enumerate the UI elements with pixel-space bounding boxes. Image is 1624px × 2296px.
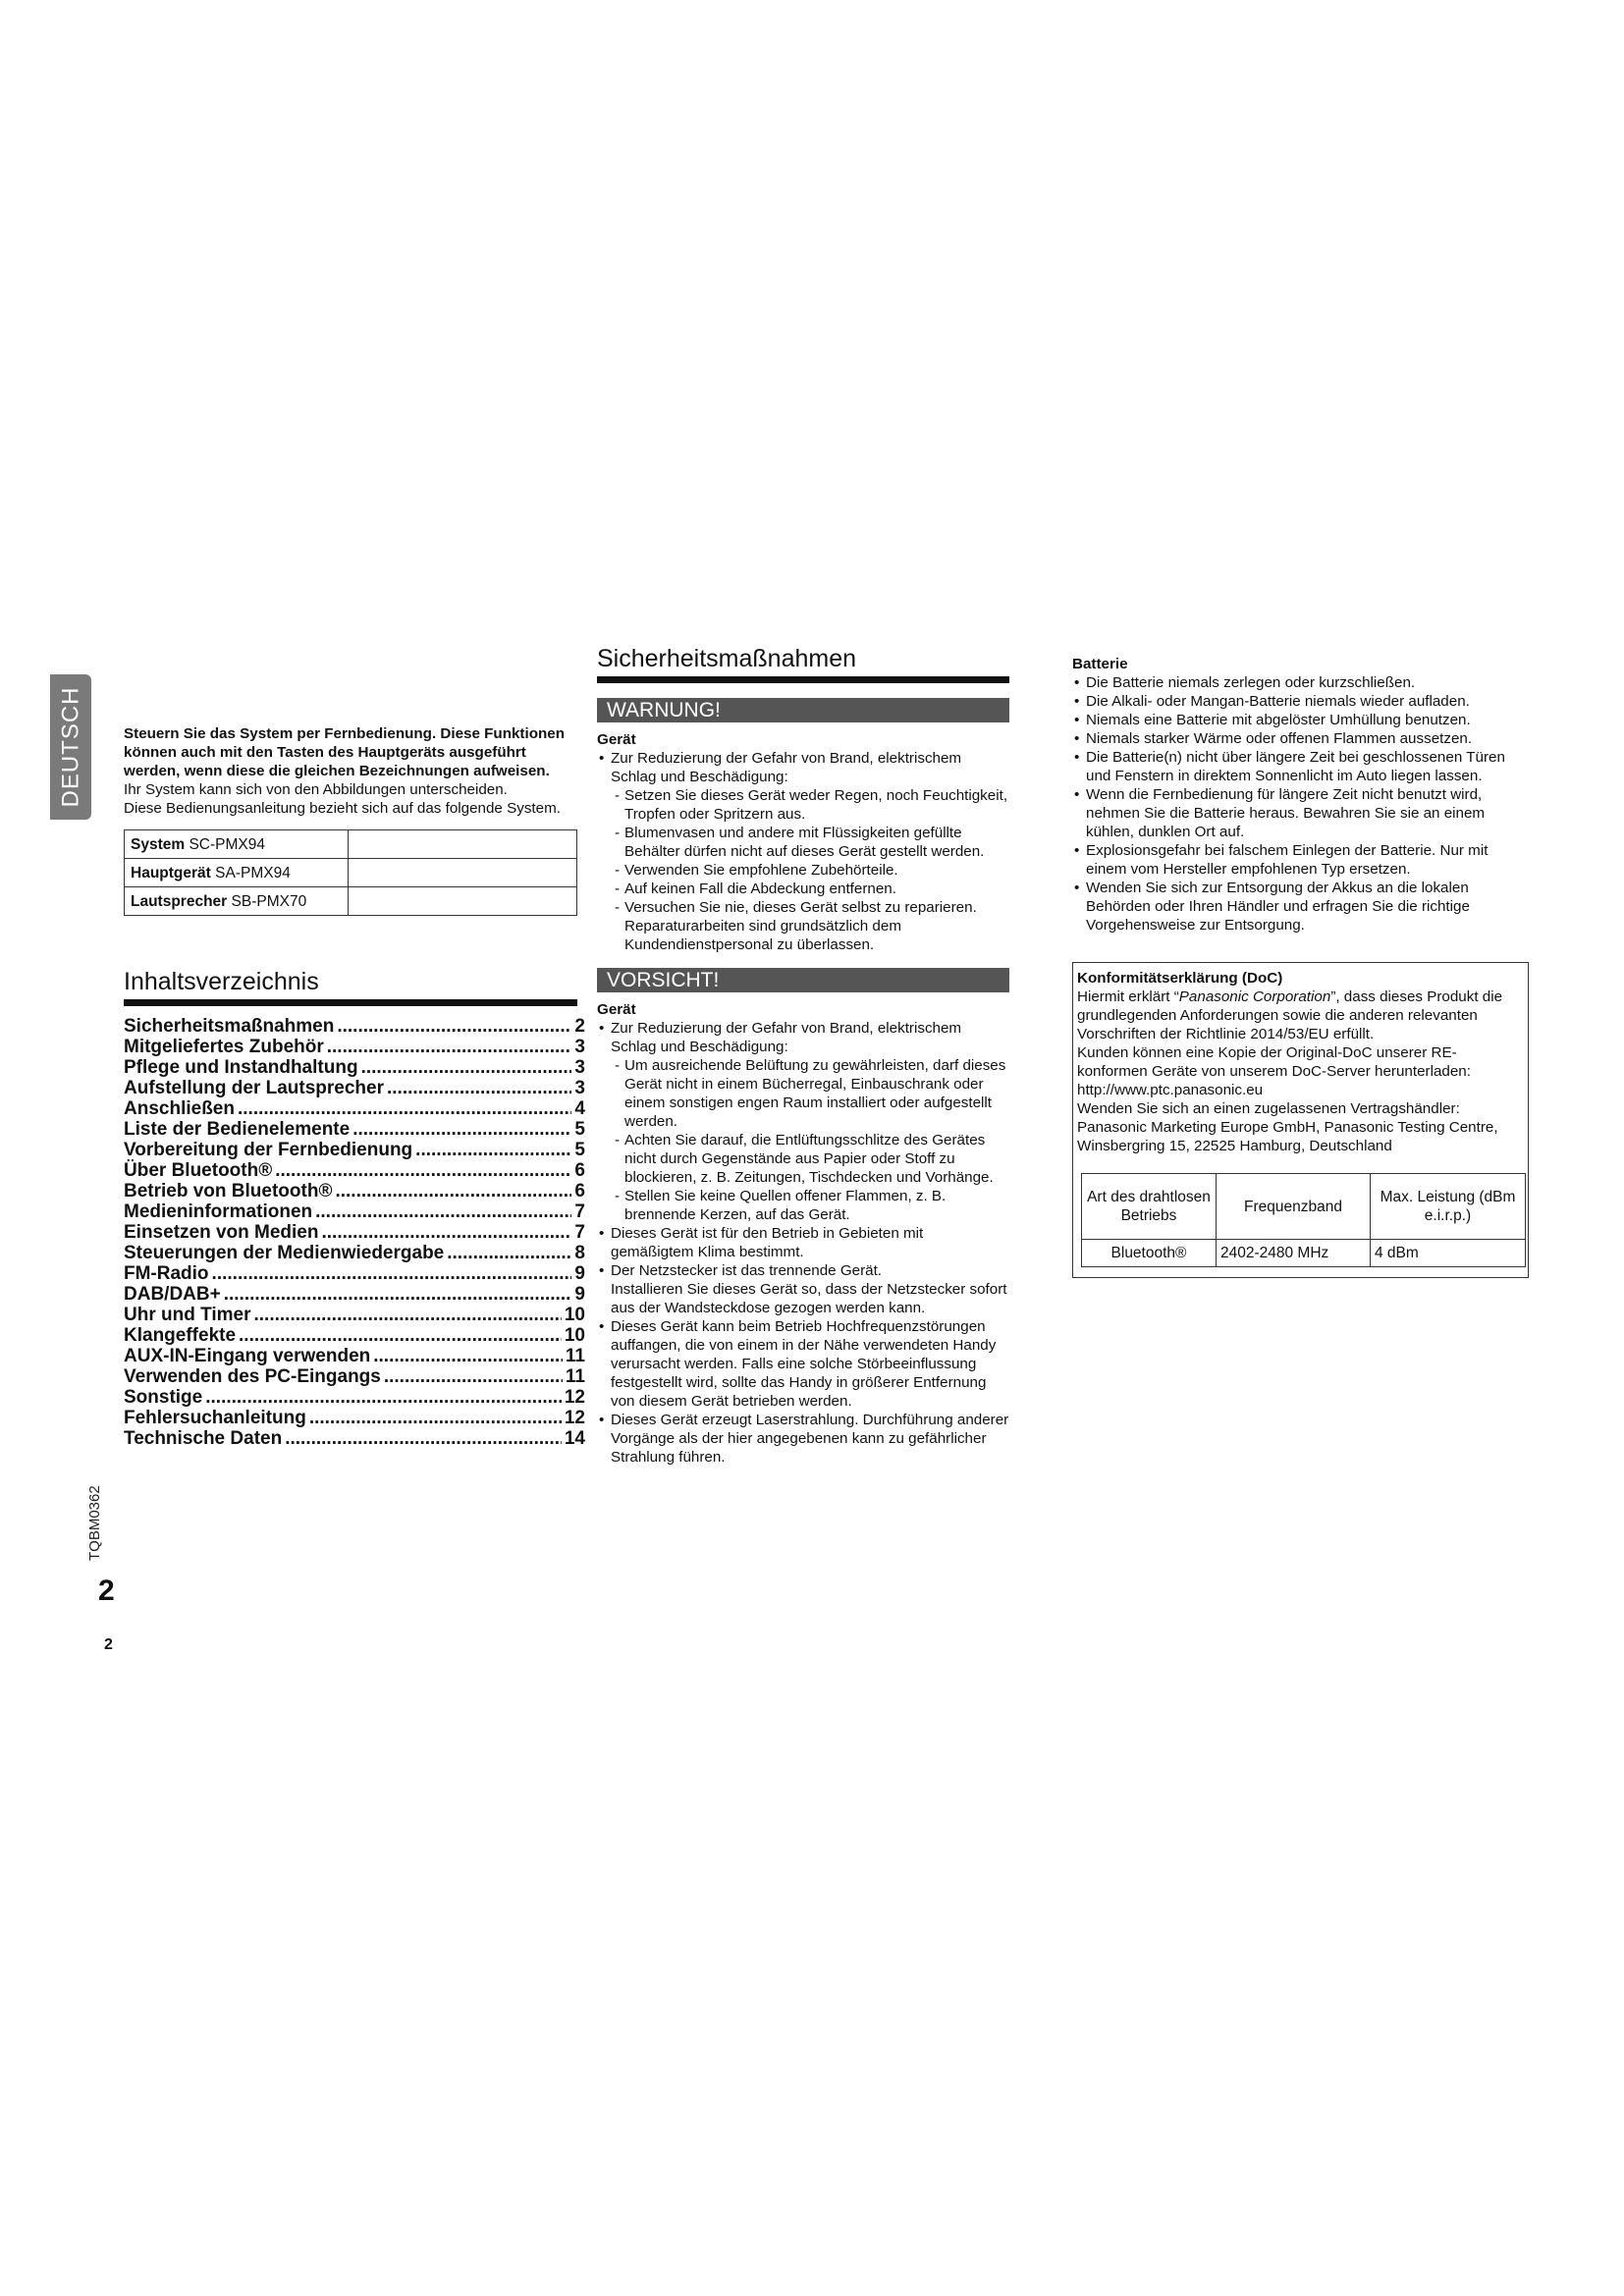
toc-item [124, 1222, 585, 1243]
toc-item-page: 14 [564, 1428, 585, 1449]
toc-item-label: Einsetzen von Medien [124, 1222, 319, 1243]
declaration-text-1: Hiermit erklärt “Panasonic Corporation”, dass dieses Produkt die grundlegenden Anforderungen sowie die anderen relevanten Vorschriften der Richtlinie 2014/53/EU erfüllt. [1077, 988, 1503, 1042]
list-item: - Auf keinen Fall die Abdeckung entfernen. [597, 880, 1009, 898]
system-cell: Lautsprecher SB-PMX70 [125, 887, 349, 916]
toc-item-label: Sonstige [124, 1387, 203, 1408]
toc-leader-dots [387, 1078, 571, 1098]
toc-item-label: Anschließen [124, 1098, 235, 1119]
system-row [125, 830, 577, 859]
list-item: • Die Batterie(n) nicht über längere Zeit bei geschlossenen Türen und Fenstern in direktem Sonnenlicht im Auto liegen lassen. [1072, 748, 1529, 785]
toc-item-label: Sicherheitsmaßnahmen [124, 1016, 335, 1037]
list-item: • Der Netzstecker ist das trennende Gerät. Installieren Sie dieses Gerät so, dass der Netzstecker sofort aus der Wandsteckdose gezogen werden kann. [597, 1261, 1009, 1317]
toc-leader-dots [309, 1408, 562, 1428]
toc-item [124, 1078, 585, 1098]
toc-item [124, 1016, 585, 1037]
toc-item [124, 1387, 585, 1408]
intro-bold-text: Steuern Sie das System per Fernbedienung. Diese Funktionen können auch mit den Tasten des Hauptgeräts ausgeführt werden, wenn diese die gleichen Bezeichnungen aufweisen. [124, 725, 565, 779]
list-item: • Niemals eine Batterie mit abgelöster Umhüllung benutzen. [1072, 711, 1529, 729]
middle-column [597, 645, 1009, 1467]
table-header-row [1082, 1174, 1526, 1240]
caution-banner: VORSICHT! [597, 968, 1009, 992]
toc-leader-dots [315, 1201, 571, 1222]
toc-item-page: 2 [574, 1016, 585, 1037]
toc-item-label: Pflege und Instandhaltung [124, 1057, 358, 1078]
empty-cell [349, 859, 577, 887]
header-cell: Art des drahtlosen Betriebs [1082, 1174, 1217, 1240]
toc-item-page: 7 [574, 1222, 585, 1243]
table-cell: 2402-2480 MHz [1217, 1240, 1371, 1267]
toc-item-label: Mitgeliefertes Zubehör [124, 1037, 324, 1057]
toc-leader-dots [275, 1160, 571, 1181]
left-column [124, 724, 585, 1449]
toc-item-label: Steuerungen der Medienwiedergabe [124, 1243, 445, 1263]
toc-item-label: Aufstellung der Lautsprecher [124, 1078, 384, 1098]
toc-item-page: 11 [565, 1366, 585, 1387]
toc-item-page: 5 [574, 1119, 585, 1140]
toc-leader-dots [254, 1305, 562, 1325]
toc-leader-dots [361, 1057, 572, 1078]
declaration-text-3: Wenden Sie sich an einen zugelassenen Vertragshändler: Panasonic Marketing Europe GmbH, Panasonic Testing Centre, Winsbergring 15, 22525 Hamburg, Deutschland [1077, 1100, 1498, 1154]
list-item: • Die Alkali- oder Mangan-Batterie niemals wieder aufladen. [1072, 692, 1529, 711]
declaration-title: Konformitätserklärung (DoC) [1077, 970, 1283, 987]
toc-leader-dots [337, 1016, 571, 1037]
list-item: - Stellen Sie keine Quellen offener Flammen, z. B. brennende Kerzen, auf das Gerät. [597, 1187, 1009, 1224]
declaration-box [1072, 962, 1529, 1278]
toc-item-page: 11 [565, 1346, 585, 1366]
toc-item [124, 1098, 585, 1119]
toc-item-label: DAB/DAB+ [124, 1284, 221, 1305]
intro-line-1: Ihr System kann sich von den Abbildungen unterscheiden. [124, 781, 508, 798]
table-of-contents [124, 1016, 585, 1449]
caution-subtitle: Gerät [597, 1001, 636, 1018]
warning-subtitle: Gerät [597, 731, 636, 748]
list-item: - Verwenden Sie empfohlene Zubehörteile. [597, 861, 1009, 880]
toc-leader-dots [447, 1243, 571, 1263]
toc-item-label: Klangeffekte [124, 1325, 237, 1346]
toc-item [124, 1408, 585, 1428]
toc-item-label: FM-Radio [124, 1263, 209, 1284]
toc-leader-dots [285, 1428, 562, 1449]
company-name: Panasonic Corporation [1178, 988, 1331, 1005]
toc-item-page: 8 [574, 1243, 585, 1263]
toc-item [124, 1057, 585, 1078]
list-item: • Explosionsgefahr bei falschem Einlegen der Batterie. Nur mit einem vom Hersteller empfohlenen Typ ersetzen. [1072, 841, 1529, 879]
toc-item [124, 1346, 585, 1366]
system-cell: Hauptgerät SA-PMX94 [125, 859, 349, 887]
toc-item-page: 4 [574, 1098, 585, 1119]
caution-list [597, 1019, 1009, 1467]
toc-item-label: Fehlersuchanleitung [124, 1408, 306, 1428]
list-item: • Zur Reduzierung der Gefahr von Brand, elektrischem Schlag und Beschädigung: [597, 749, 1009, 786]
toc-item-label: Medieninformationen [124, 1201, 313, 1222]
header-cell: Frequenzband [1217, 1174, 1371, 1240]
toc-item-page: 6 [574, 1181, 585, 1201]
toc-item-label: Technische Daten [124, 1428, 283, 1449]
battery-list [1072, 673, 1529, 934]
table-cell: 4 dBm [1371, 1240, 1526, 1267]
toc-item-page: 6 [574, 1160, 585, 1181]
toc-item-page: 5 [574, 1140, 585, 1160]
toc-item-page: 9 [574, 1284, 585, 1305]
toc-item [124, 1181, 585, 1201]
toc-item [124, 1325, 585, 1346]
plug-continuation: Installieren Sie dieses Gerät so, dass der Netzstecker sofort aus der Wandsteckdose gezogen werden kann. [611, 1281, 1007, 1316]
system-row [125, 859, 577, 887]
toc-item-page: 9 [574, 1263, 585, 1284]
toc-leader-dots [327, 1037, 572, 1057]
list-item: • Zur Reduzierung der Gefahr von Brand, elektrischem Schlag und Beschädigung: [597, 1019, 1009, 1056]
toc-item-page: 10 [564, 1325, 585, 1346]
toc-item-page: 3 [574, 1078, 585, 1098]
page-number-large: 2 [98, 1575, 115, 1607]
list-item: • Wenn die Fernbedienung für längere Zeit nicht benutzt wird, nehmen Sie die Batterie heraus. Bewahren Sie sie an einem kühlen, dunklen Ort auf. [1072, 785, 1529, 841]
toc-item-label: Vorbereitung der Fernbedienung [124, 1140, 413, 1160]
toc-item-page: 12 [564, 1387, 585, 1408]
toc-item-label: Über Bluetooth® [124, 1160, 273, 1181]
declaration-url[interactable]: http://www.ptc.panasonic.eu [1077, 1082, 1264, 1098]
frequency-table [1081, 1173, 1526, 1267]
toc-item-page: 3 [574, 1037, 585, 1057]
empty-cell [349, 830, 577, 859]
toc-item [124, 1284, 585, 1305]
list-item: - Versuchen Sie nie, dieses Gerät selbst zu reparieren. Reparaturarbeiten sind grundsätzlich dem Kundendienstpersonal zu überlassen. [597, 898, 1009, 954]
toc-item-label: Verwenden des PC-Eingangs [124, 1366, 381, 1387]
toc-item-page: 10 [564, 1305, 585, 1325]
list-item: - Achten Sie darauf, die Entlüftungsschlitze des Gerätes nicht durch Gegenstände aus Papier oder Stoff zu blockieren, z. B. Zeitungen, Tischdecken und Vorhänge. [597, 1131, 1009, 1187]
list-item: - Setzen Sie dieses Gerät weder Regen, noch Feuchtigkeit, Tropfen oder Spritzern aus. [597, 786, 1009, 824]
toc-leader-dots [238, 1098, 571, 1119]
system-table [124, 829, 577, 916]
empty-cell [349, 887, 577, 916]
table-row [1082, 1240, 1526, 1267]
toc-leader-dots [352, 1119, 571, 1140]
toc-leader-dots [384, 1366, 563, 1387]
right-column [1072, 655, 1529, 1278]
toc-item [124, 1428, 585, 1449]
toc-item-label: Uhr und Timer [124, 1305, 251, 1325]
toc-leader-dots [335, 1181, 571, 1201]
safety-title: Sicherheitsmaßnahmen [597, 650, 1009, 683]
toc-item-page: 7 [574, 1201, 585, 1222]
list-item: • Die Batterie niemals zerlegen oder kurzschließen. [1072, 673, 1529, 692]
declaration-text-2: Kunden können eine Kopie der Original-DoC unserer RE-konformen Geräte von unserem DoC-Server herunterladen: [1077, 1044, 1471, 1080]
battery-title: Batterie [1072, 656, 1128, 672]
toc-item [124, 1263, 585, 1284]
toc-item-label: Liste der Bedienelemente [124, 1119, 351, 1140]
system-cell: System SC-PMX94 [125, 830, 349, 859]
warning-list [597, 749, 1009, 954]
toc-item-label: Betrieb von Bluetooth® [124, 1181, 333, 1201]
list-item: • Dieses Gerät kann beim Betrieb Hochfrequenzstörungen auffangen, die von einem in der Nähe verwendeten Handy verursacht werden. Falls eine solche Störbeeinflussung festgestellt wird, sollte das Handy in größerer Entfernung von diesem Gerät betrieben werden. [597, 1317, 1009, 1411]
toc-item [124, 1119, 585, 1140]
intro-line-2: Diese Bedienungsanleitung bezieht sich auf das folgende System. [124, 800, 561, 817]
toc-leader-dots [321, 1222, 571, 1243]
toc-leader-dots [373, 1346, 563, 1366]
table-cell: Bluetooth® [1082, 1240, 1217, 1267]
toc-title: Inhaltsverzeichnis [124, 973, 577, 1006]
warning-banner: WARNUNG! [597, 698, 1009, 722]
list-item: • Dieses Gerät ist für den Betrieb in Gebieten mit gemäßigtem Klima bestimmt. [597, 1224, 1009, 1261]
toc-leader-dots [205, 1387, 562, 1408]
toc-item [124, 1160, 585, 1181]
language-tab [50, 674, 91, 820]
toc-item-label: AUX-IN-Eingang verwenden [124, 1346, 371, 1366]
language-tab-label: DEUTSCH [57, 686, 84, 808]
page-number-small: 2 [104, 1636, 113, 1653]
list-item: • Dieses Gerät erzeugt Laserstrahlung. Durchführung anderer Vorgänge als der hier angegebenen kann zu gefährlicher Strahlung führen. [597, 1411, 1009, 1467]
toc-leader-dots [212, 1263, 572, 1284]
toc-item [124, 1201, 585, 1222]
toc-item [124, 1243, 585, 1263]
toc-item [124, 1140, 585, 1160]
toc-item-page: 12 [564, 1408, 585, 1428]
toc-item [124, 1037, 585, 1057]
toc-item [124, 1305, 585, 1325]
document-code: TQBM0362 [86, 1485, 103, 1561]
header-cell: Max. Leistung (dBm e.i.r.p.) [1371, 1174, 1526, 1240]
toc-leader-dots [415, 1140, 571, 1160]
toc-leader-dots [239, 1325, 562, 1346]
toc-item [124, 1366, 585, 1387]
toc-leader-dots [224, 1284, 572, 1305]
list-item: - Blumenvasen und andere mit Flüssigkeiten gefüllte Behälter dürfen nicht auf dieses Gerät gestellt werden. [597, 824, 1009, 861]
list-item: • Niemals starker Wärme oder offenen Flammen aussetzen. [1072, 729, 1529, 748]
list-item: - Um ausreichende Belüftung zu gewährleisten, darf dieses Gerät nicht in einem Bücherregal, Einbauschrank oder einem sonstigen engen Raum installiert oder aufgestellt werden. [597, 1056, 1009, 1131]
system-row [125, 887, 577, 916]
list-item: • Wenden Sie sich zur Entsorgung der Akkus an die lokalen Behörden oder Ihren Händler und erfragen Sie die richtige Vorgehensweise zur Entsorgung. [1072, 879, 1529, 934]
toc-item-page: 3 [574, 1057, 585, 1078]
